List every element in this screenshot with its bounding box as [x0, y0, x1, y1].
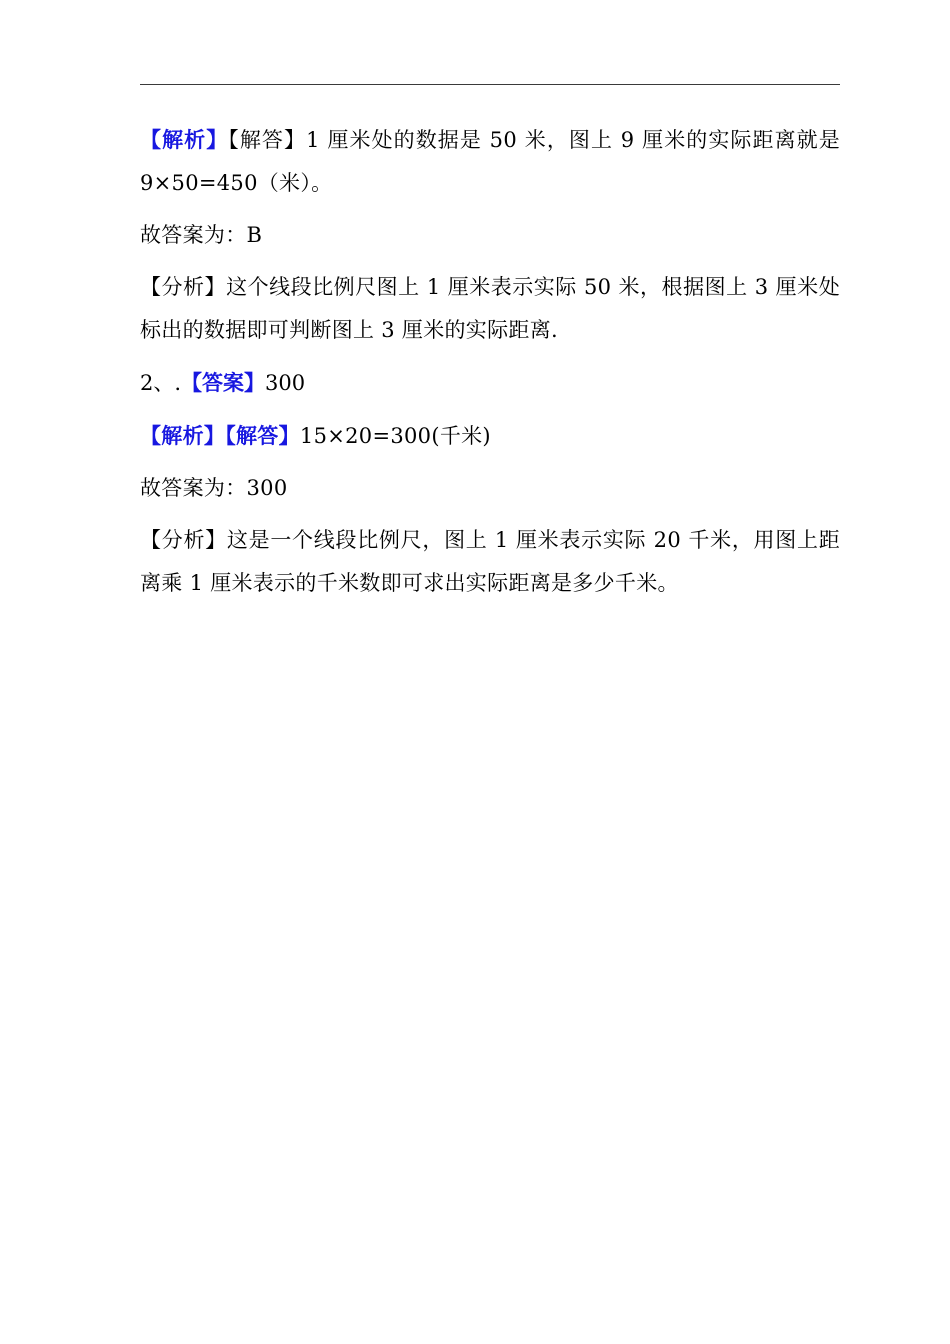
tag-jiexi-2: 【解析】 — [140, 423, 226, 448]
paragraph-fenxi-1 — [140, 266, 840, 352]
header-divider — [140, 84, 840, 85]
item-value-2: 300 — [265, 371, 306, 395]
tag-jieda-2: 【解答】 — [225, 423, 300, 448]
paragraph-fenxi-1-body: 这个线段比例尺图上 1 厘米表示实际 50 米，根据图上 3 厘米处标出的数据即可判断图上 3 厘米的实际距离. — [140, 275, 840, 342]
tag-jiexi-1: 【解析】 — [140, 127, 229, 152]
list-item-2 — [140, 361, 840, 405]
paragraph-analysis-1-body: 1 厘米处的数据是 50 米，图上 9 厘米的实际距离就是 9×50=450（米）。 — [140, 128, 841, 195]
item-number-2: 2、. — [140, 371, 182, 395]
paragraph-answer-1-body: 故答案为：B — [140, 223, 263, 247]
paragraph-fenxi-2 — [140, 519, 840, 605]
paragraph-analysis-1 — [140, 118, 840, 205]
paragraph-answer-2 — [140, 467, 840, 510]
tag-dawan-2: 【答案】 — [181, 370, 266, 395]
document-body — [140, 118, 840, 614]
paragraph-answer-1 — [140, 214, 840, 257]
paragraph-answer-2-body: 故答案为：300 — [140, 476, 288, 500]
paragraph-analysis-2 — [140, 414, 840, 458]
tag-fenxi-2: 【分析】 — [140, 528, 227, 552]
paragraph-fenxi-2-body: 这是一个线段比例尺，图上 1 厘米表示实际 20 千米，用图上距离乘 1 厘米表示的千米数即可求出实际距离是多少千米。 — [140, 528, 841, 595]
paragraph-analysis-2-body: 15×20=300(千米) — [299, 424, 491, 448]
tag-fenxi-1: 【分析】 — [140, 275, 227, 299]
tag-jieda-1: 【解答】 — [228, 128, 307, 152]
